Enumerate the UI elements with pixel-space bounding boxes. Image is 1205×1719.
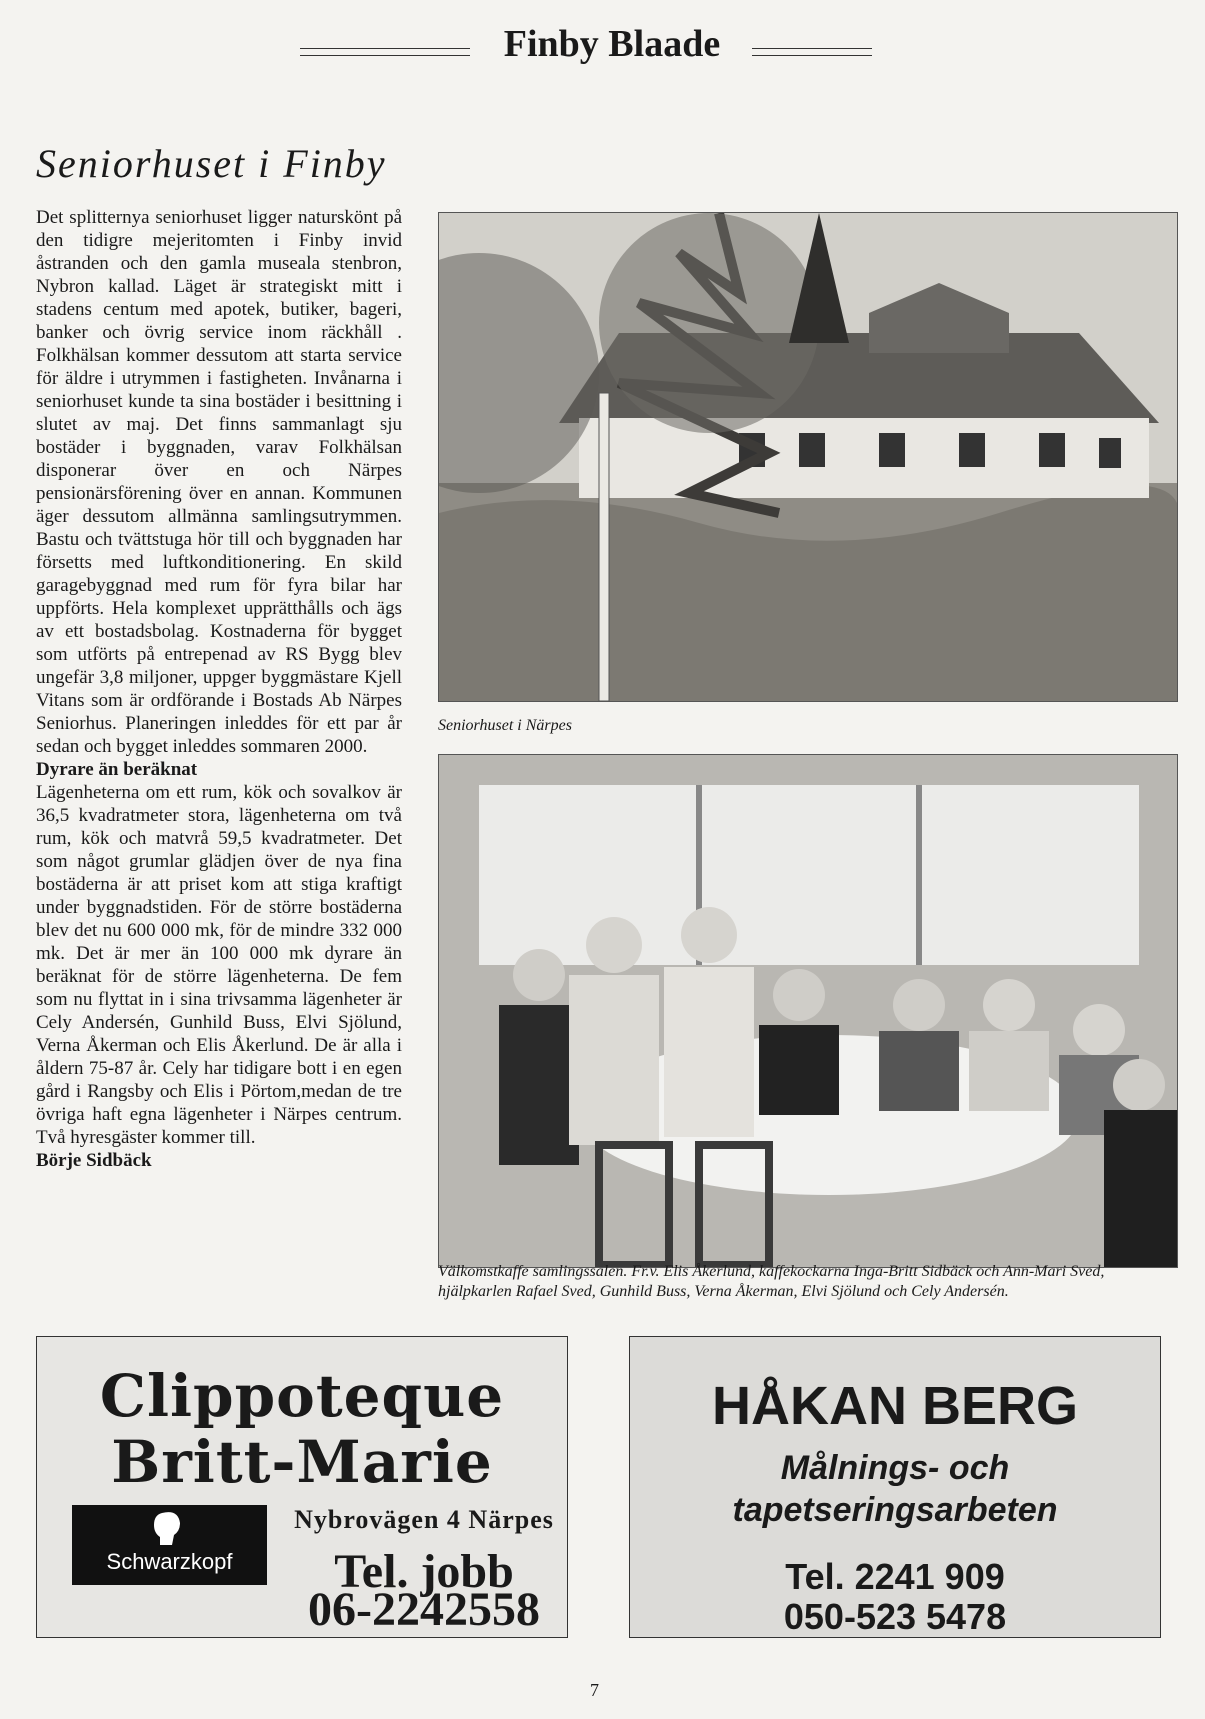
masthead: Finby Blaade: [503, 23, 721, 65]
page-number: 7: [590, 1680, 599, 1700]
article-paragraph-2: Lägenheterna om ett rum, kök och sovalkov är 36,5 kvadratmeter stora, lägenheterna om två rum, kök och matvrå 59,5 kvadratmeter. Det som något grumlar glädjen över de nya fina bostäderna är att priset kom att stiga kraftigt under byggnadstiden. För de större bostäderna blev det nu 600 000 mk, för de mindre 332 000 mk. Det är mer än 100 000 mk dyrare än beräknat för de större lägenheterna. De fem som nu flyttat in i sina trivsamma lägenheter är Cely Andersén, Gunhild Buss, Elvi Sjölund, Verna Åkerman och Elis Åkerlund. De är alla i åldern 75-87 år. Cely har tidigare bott i en egen gård i Rangsby och Elis i Pörtom,medan de tre övriga haft egna lägenheter i Närpes centrum. Två hyresgäster kommer till.: [36, 782, 402, 1148]
article-paragraph-1: Det splitternya seniorhuset ligger naturskönt på den tidigre mejeritomten i Finby invid åstranden och den gamla museala stenbron, Nybron kallad. Läget är strategiskt mitt i stadens centum med apotek, butiker, bageri, banker och övrig service inom räckhåll . Folkhälsan kommer dessutom att starta service för äldre i utrymmen i fastigheten. Invånarna i seniorhuset kunde ta sina bostäder i besittning i slutet av maj. Det finns sammanlagt sju bostäder i byggnaden, varav Folkhälsan disponerar över en och Närpes pensionärsförening över en annan. Kommunen äger dessutom allmänna samlingsutrymmen. Bastu och tvättstuga hör till och byggnaden har försetts med luftkonditionering. En skild garagebyggnad med rum för fyra bilar har uppförts. Hela komplexet upprätthålls och ägs av ett bostadsbolag. Kostnaderna för bygget som utförts på entrepenad av RS Bygg blev ungefär 3,8 miljoner, uppger byggmästare Kjell Vitans som är ordförande i Bostads Ab Närpes Seniorhus. Planeringen inleddes för ett par år sedan och bygget inleddes sommaren 2000.: [36, 207, 402, 757]
photo-caption-1: Seniorhuset i Närpes: [438, 717, 572, 734]
ad-clippoteque-tel-label: Tel. jobb: [334, 1545, 514, 1598]
ad-clippoteque-title-2: Britt-Marie: [111, 1428, 493, 1496]
ad-clippoteque: [36, 1336, 568, 1638]
schwarzkopf-logo: [72, 1505, 267, 1585]
photo-caption-2: Välkomstkaffe samlingssalen. Fr.v. Elis Åkerlund, kaffekockarna Inga-Britt Sidbäck och Ann-Mari Sved, hjälpkarlen Rafael Sved, Gunhild Buss, Verna Åkerman, Elvi Sjölund och Cely Andersén.: [438, 1263, 1105, 1300]
page-header: [0, 22, 1205, 82]
ad-hakan-berg-phones: [630, 1557, 1160, 1637]
group-illustration: [439, 755, 1177, 1267]
ad-hakan-berg-name: HÅKAN BERG: [711, 1376, 1078, 1436]
header-rule-right: [752, 48, 872, 56]
header-rule-left: [300, 48, 470, 56]
article-body: [36, 206, 402, 1172]
ad-hakan-berg: [629, 1336, 1161, 1638]
ad-hakan-berg-services: [630, 1447, 1160, 1531]
ad-clippoteque-title-1: Clippoteque: [99, 1362, 505, 1430]
ad-hakan-berg-service-1: Målnings- och: [780, 1449, 1010, 1487]
ad-hakan-berg-tel-1: Tel. 2241 909: [785, 1556, 1005, 1597]
ad-hakan-berg-tel-2: 050-523 5478: [783, 1596, 1007, 1637]
schwarzkopf-logo-text: Schwarzkopf: [106, 1549, 233, 1574]
head-profile-icon: [144, 1509, 194, 1547]
ad-clippoteque-address: Nybrovägen 4 Närpes: [294, 1505, 554, 1534]
photo-senior-house: [438, 212, 1178, 702]
article-byline: Börje Sidbäck: [36, 1150, 152, 1171]
article-subheading: Dyrare än beräknat: [36, 759, 198, 780]
ad-clippoteque-phone: 06-2242558: [308, 1583, 540, 1636]
article-title: Seniorhuset i Finby: [36, 141, 387, 186]
photo-welcome-coffee: [438, 754, 1178, 1268]
ad-hakan-berg-service-2: tapetseringsarbeten: [732, 1491, 1058, 1529]
house-illustration: [439, 213, 1177, 701]
